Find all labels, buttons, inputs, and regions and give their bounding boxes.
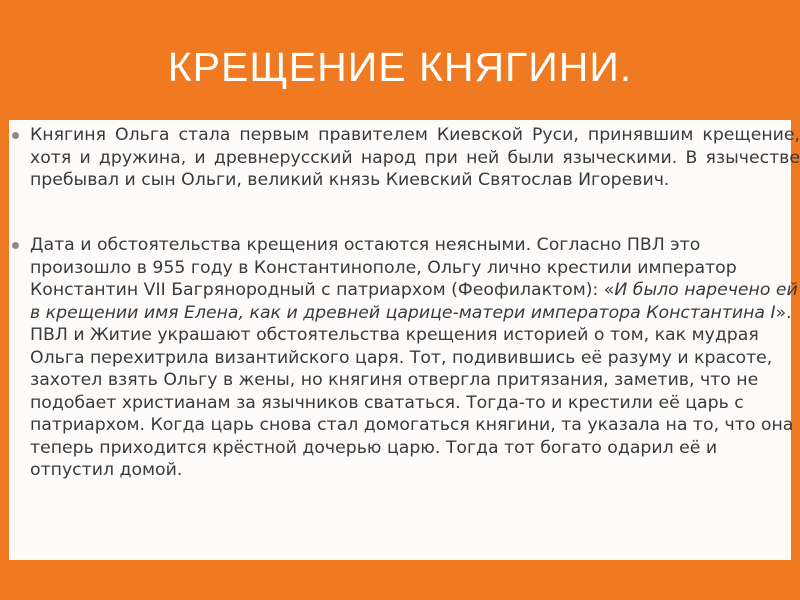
bullet-dot-icon — [12, 242, 19, 249]
bullet-text: Княгиня Ольга стала первым правителем Киевской Руси, принявшим крещение, хотя и дружина, и древнерусский народ при ней были языческими. В язычестве пребывал и сын Ольги, великий князь Киевский Святослав Игоревич. — [30, 125, 800, 190]
slide-title: КРЕЩЕНИЕ КНЯГИНИ. — [167, 44, 633, 90]
title-bar — [0, 0, 800, 120]
chronicle-quote: И было наречено ей в крещении имя Елена, как и древней царице-матери императора Константина I — [30, 280, 798, 323]
slide-content — [9, 120, 800, 560]
bullet-item-olga-first-christian-ruler — [9, 124, 800, 192]
bullet-text-intro: Дата и обстоятельства крещения остаются неясными. Согласно ПВЛ это произошло в 955 году в Константинополе, Ольгу лично крестили император Константин VII Багрянородный с патриархом (Феофилактом): « — [30, 235, 737, 300]
bullet-dot-icon — [12, 132, 19, 139]
bullet-text-continuation: ». ПВЛ и Житие украшают обстоятельства крещения историей о том, как мудрая Ольга перехитрила византийского царя. Тот, подивившись её разуму и красоте, захотел взять Ольгу в жены, но княгиня отвергла притязания, заметив, что не подобает христианам за язычников свататься. Тогда-то и крестили её царь с патриархом. Когда царь снова стал домогаться княгини, та указала на то, что она теперь приходится крёстной дочерью царю. Тогда тот богато одарил её и отпустил домой. — [30, 302, 794, 480]
bullet-item-baptism-circumstances — [9, 234, 800, 482]
